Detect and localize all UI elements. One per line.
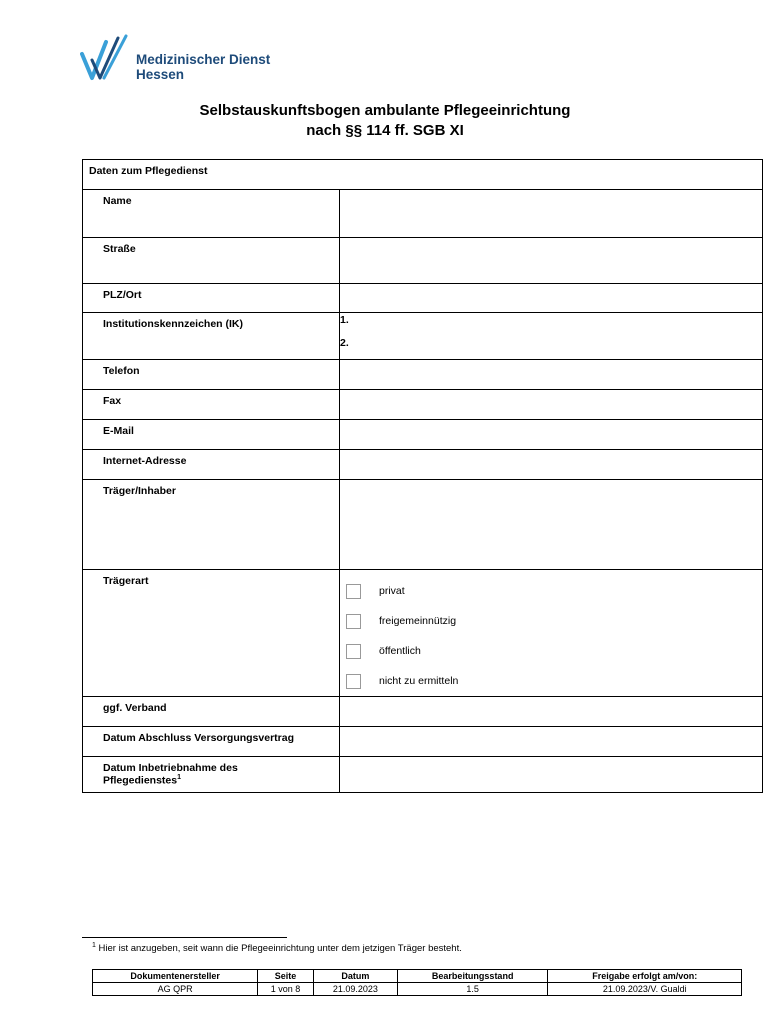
label-ik: Institutionskennzeichen (IK) (83, 313, 340, 360)
internet-field[interactable] (340, 450, 763, 480)
option-label: nicht zu ermitteln (379, 675, 459, 687)
label-name: Name (83, 190, 340, 238)
ik-field[interactable] (340, 313, 763, 360)
ik-number-2: 2. (340, 337, 349, 349)
footer-header: Datum (313, 970, 397, 983)
footer-header: Dokumentenersteller (93, 970, 258, 983)
label-datum-vertrag: Datum Abschluss Versorgungsvertrag (83, 727, 340, 757)
datum-vertrag-field[interactable] (340, 727, 763, 757)
footnote-ref: 1 (177, 774, 182, 781)
option-privat[interactable] (340, 576, 762, 606)
traeger-field[interactable] (340, 480, 763, 570)
section-title: Daten zum Pflegedienst (83, 160, 763, 190)
strasse-field[interactable] (340, 238, 763, 284)
footer-header: Seite (258, 970, 314, 983)
datum-inbetrieb-field[interactable] (340, 757, 763, 793)
traegerart-options (340, 570, 763, 697)
footer-value: 21.09.2023/V. Gualdi (548, 983, 742, 996)
option-label: freigemeinnützig (379, 615, 457, 627)
label-datum-inbetrieb-line2: Pflegedienstes (103, 774, 178, 787)
footer-value: 1.5 (397, 983, 548, 996)
telefon-field[interactable] (340, 360, 763, 390)
label-fax: Fax (83, 390, 340, 420)
footer-value: 1 von 8 (258, 983, 314, 996)
plz-ort-field[interactable] (340, 284, 763, 313)
option-label: öffentlich (379, 645, 421, 657)
footnote-text: Hier ist anzugeben, seit wann die Pflegeeinrichtung unter dem jetzigen Träger besteht. (95, 943, 462, 955)
logo-text-line1: Medizinischer Dienst (136, 52, 271, 67)
option-freigemeinnuetzig[interactable] (340, 606, 762, 636)
verband-field[interactable] (340, 697, 763, 727)
form-table (82, 159, 763, 793)
name-field[interactable] (340, 190, 763, 238)
ik-number-1: 1. (340, 314, 349, 326)
label-email: E-Mail (83, 420, 340, 450)
option-nicht-ermitteln[interactable] (340, 666, 762, 696)
option-label: privat (379, 585, 405, 597)
fax-field[interactable] (340, 390, 763, 420)
footnote-divider (82, 937, 287, 938)
label-strasse: Straße (83, 238, 340, 284)
footer-value: 21.09.2023 (313, 983, 397, 996)
checkbox-oeffentlich[interactable] (346, 644, 361, 659)
page-subtitle: nach §§ 114 ff. SGB XI (306, 122, 464, 139)
label-datum-inbetrieb-line1: Datum Inbetriebnahme des (103, 762, 238, 774)
checkbox-nicht-ermitteln[interactable] (346, 674, 361, 689)
label-traeger: Träger/Inhaber (83, 480, 340, 570)
label-traegerart: Trägerart (83, 570, 340, 697)
label-internet: Internet-Adresse (83, 450, 340, 480)
label-datum-inbetrieb (83, 757, 340, 793)
logo-text-line2: Hessen (136, 67, 185, 82)
logo (80, 34, 290, 84)
page-title: Selbstauskunftsbogen ambulante Pflegeeinrichtung (199, 102, 571, 119)
footer-table (92, 969, 742, 996)
label-verband: ggf. Verband (83, 697, 340, 727)
option-oeffentlich[interactable] (340, 636, 762, 666)
email-field[interactable] (340, 420, 763, 450)
checkbox-freigemeinnuetzig[interactable] (346, 614, 361, 629)
footnote (92, 942, 462, 954)
logo-mark-icon (80, 34, 134, 84)
label-plz-ort: PLZ/Ort (83, 284, 340, 313)
footnote-number: 1 (92, 942, 96, 949)
checkbox-privat[interactable] (346, 584, 361, 599)
footer-header: Bearbeitungsstand (397, 970, 548, 983)
footer-value: AG QPR (93, 983, 258, 996)
label-telefon: Telefon (83, 360, 340, 390)
footer-header: Freigabe erfolgt am/von: (548, 970, 742, 983)
